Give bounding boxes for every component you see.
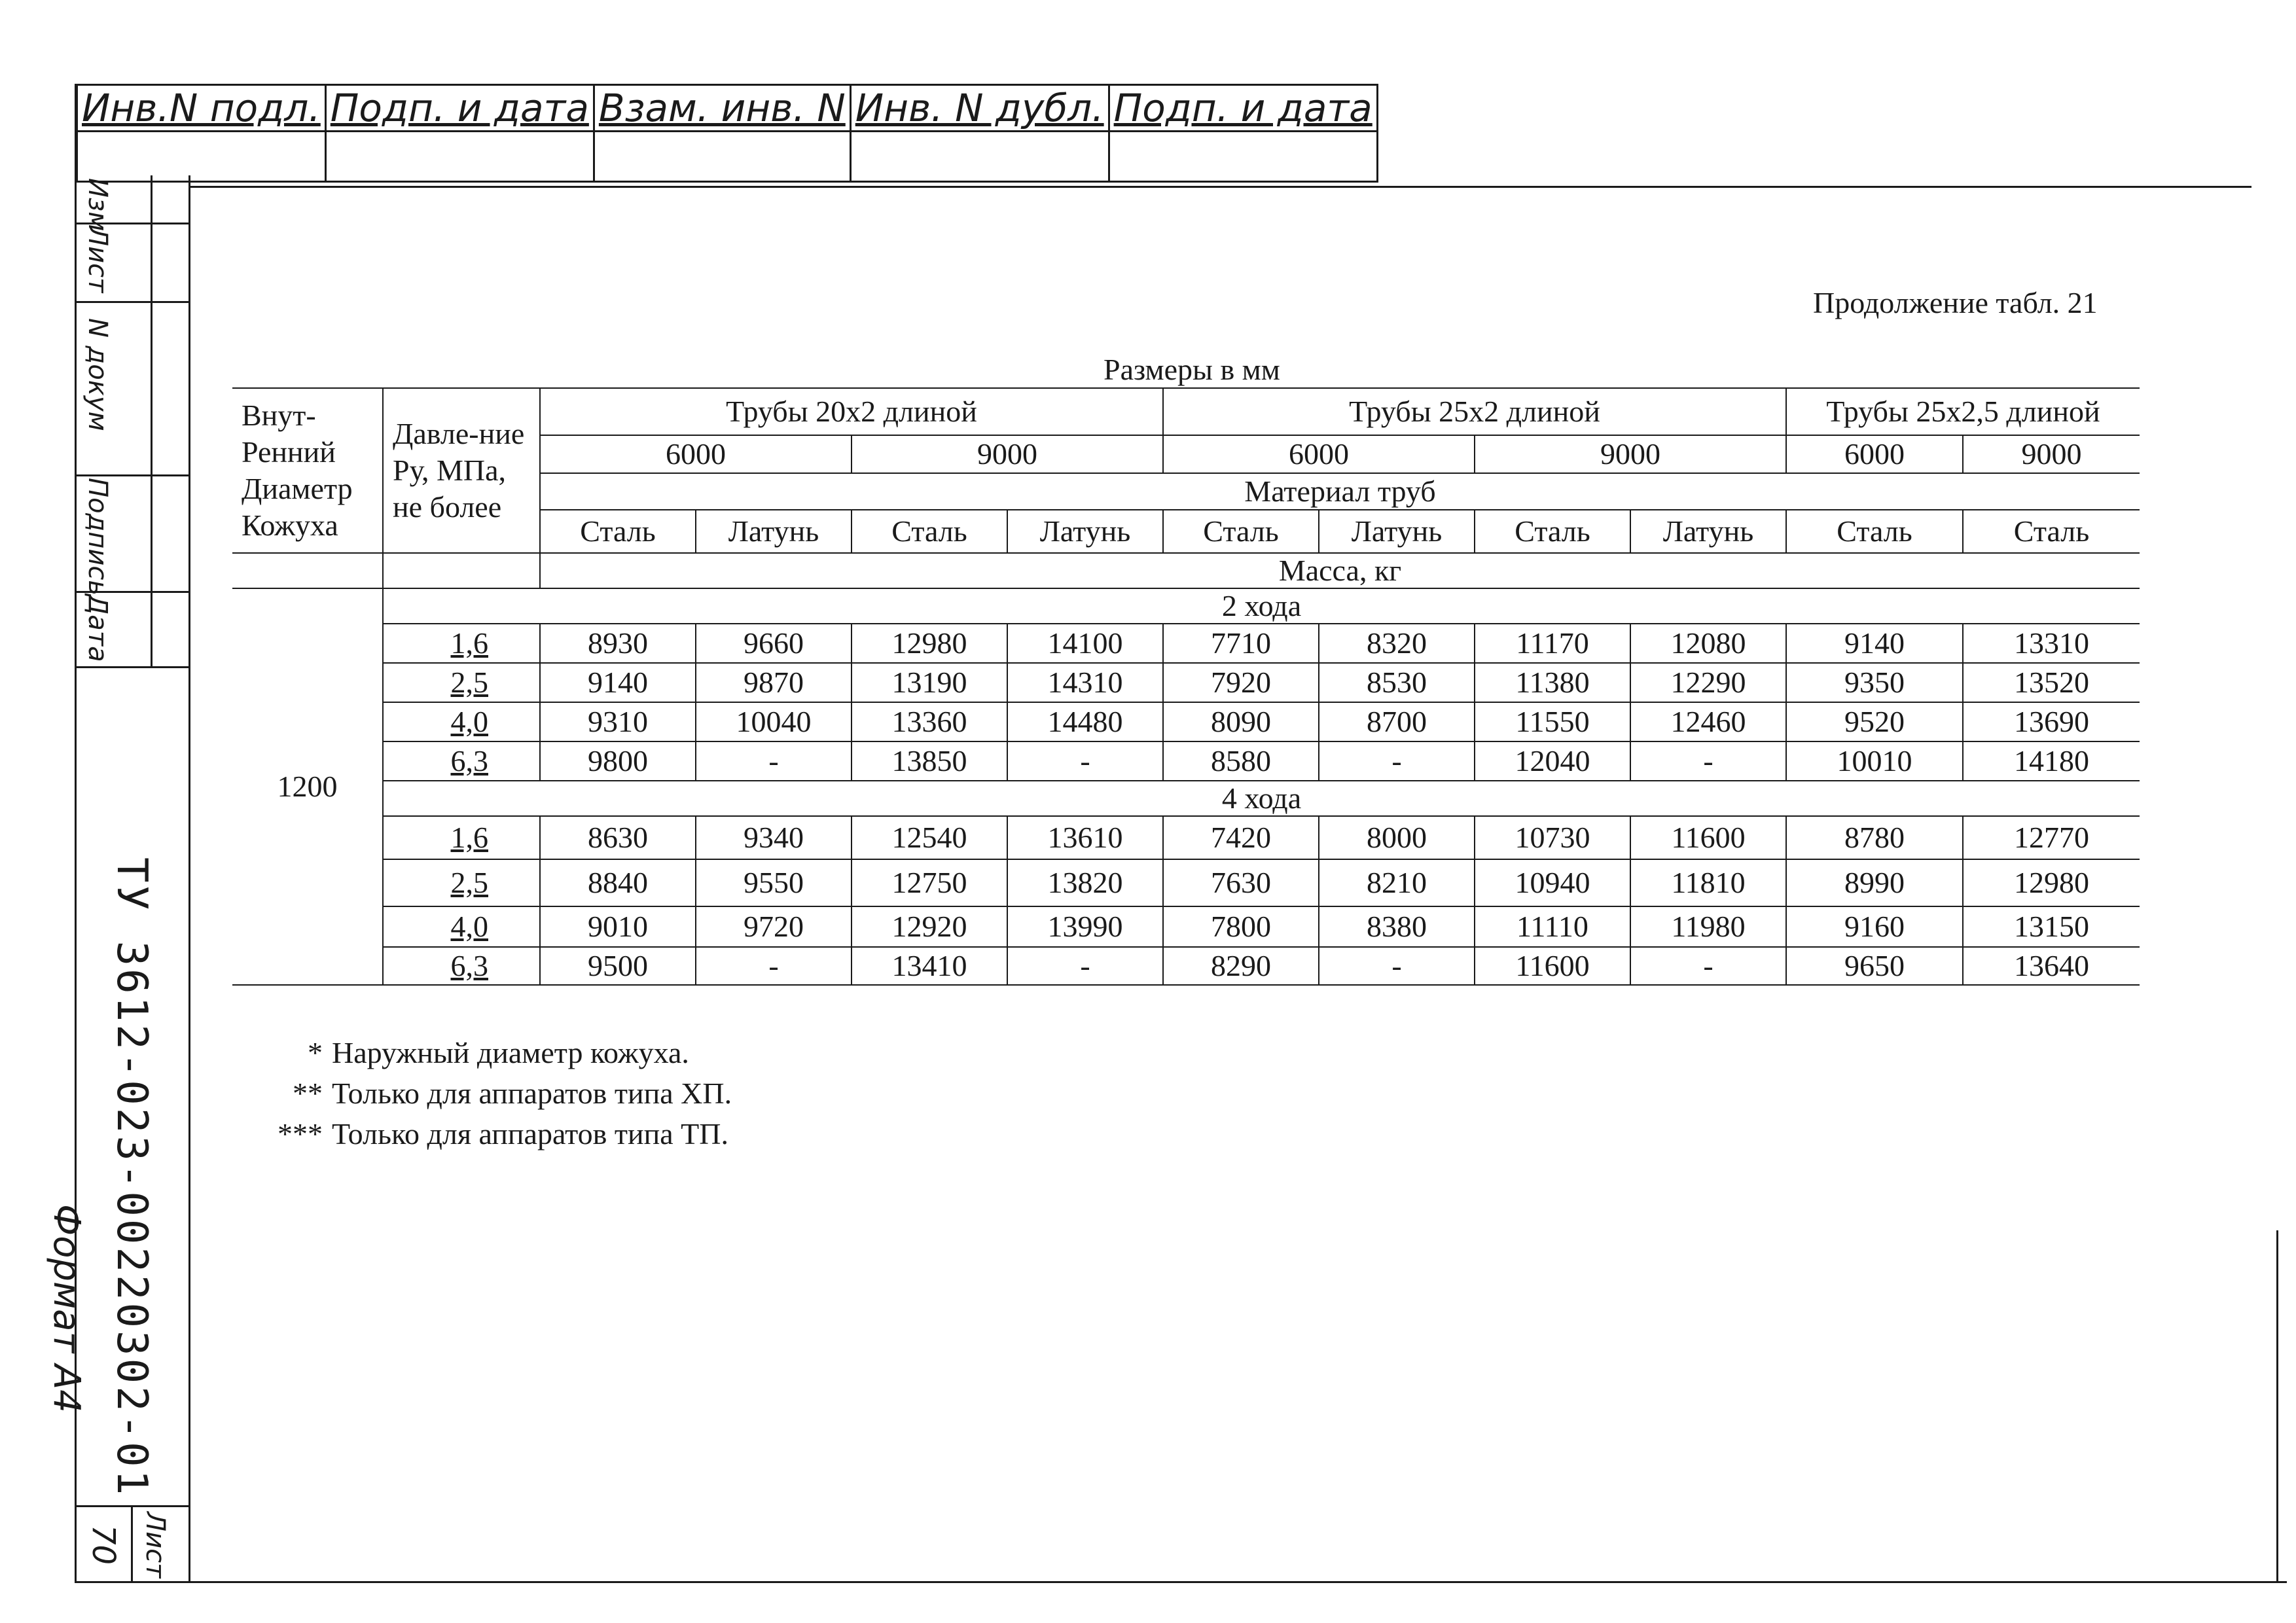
- mass-cell: 12460: [1630, 702, 1786, 741]
- pressure-value: 6,3: [383, 741, 540, 781]
- frame-bottom-line: [75, 1581, 2287, 1583]
- footnote: [259, 1073, 732, 1114]
- margin-label-podpis: Подпись: [82, 478, 113, 596]
- stamp-cell: [77, 132, 326, 182]
- stamp-header: Подп. и дата: [1109, 85, 1377, 132]
- length-header: 9000: [852, 435, 1163, 473]
- footnote-text: Наружный диаметр кожуха.: [332, 1036, 689, 1069]
- material-cell: Латунь: [1007, 510, 1163, 553]
- section-label: 4 хода: [383, 781, 2140, 816]
- mass-cell: 11110: [1475, 906, 1630, 947]
- continuation-title: Продолжение табл. 21: [1813, 286, 2098, 319]
- format-label: Формат А4: [45, 1204, 88, 1413]
- margin-label-list: Лист: [82, 226, 113, 293]
- footnotes: [259, 1033, 732, 1154]
- footnote-text: Только для аппаратов типа ТП.: [332, 1117, 728, 1150]
- mass-cell: 11600: [1630, 816, 1786, 859]
- mass-cell: 10040: [696, 702, 852, 741]
- mass-cell: 11600: [1475, 947, 1630, 985]
- mass-cell: 8380: [1319, 906, 1475, 947]
- mass-cell: 12080: [1630, 624, 1786, 663]
- mass-cell: 9310: [540, 702, 696, 741]
- material-cell: Сталь: [1475, 510, 1630, 553]
- mass-header-spacer: [232, 553, 383, 588]
- stamp-header: Подп. и дата: [325, 85, 594, 132]
- footnote: [259, 1114, 732, 1154]
- mass-cell: 14310: [1007, 663, 1163, 702]
- mass-cell: 11170: [1475, 624, 1630, 663]
- material-cell: Сталь: [852, 510, 1007, 553]
- mass-cell: 8840: [540, 859, 696, 906]
- length-header: 6000: [540, 435, 852, 473]
- mass-cell: 12750: [852, 859, 1007, 906]
- mass-cell: 11550: [1475, 702, 1630, 741]
- mass-cell: -: [1319, 741, 1475, 781]
- pressure-value: 4,0: [383, 906, 540, 947]
- dimensions-note: Размеры в мм: [1103, 353, 1280, 386]
- mass-cell: -: [1007, 741, 1163, 781]
- mass-cell: 13820: [1007, 859, 1163, 906]
- mass-cell: 13610: [1007, 816, 1163, 859]
- length-header: 6000: [1786, 435, 1963, 473]
- stamp-table: [76, 84, 1378, 183]
- mass-cell: 8580: [1163, 741, 1319, 781]
- margin-row-line: [75, 666, 190, 668]
- mass-cell: 13190: [852, 663, 1007, 702]
- diameter-value: 1200: [232, 588, 383, 985]
- mass-cell: 8780: [1786, 816, 1963, 859]
- mass-cell: 8320: [1319, 624, 1475, 663]
- mass-cell: -: [696, 741, 852, 781]
- stamp-cell: [594, 132, 850, 182]
- mass-cell: 13690: [1963, 702, 2140, 741]
- material-cell: Латунь: [1319, 510, 1475, 553]
- mass-header-spacer: [383, 553, 540, 588]
- mass-cell: 12290: [1630, 663, 1786, 702]
- stamp-header: Инв.N подл.: [77, 85, 326, 132]
- mass-cell: -: [1630, 947, 1786, 985]
- mass-cell: 13640: [1963, 947, 2140, 985]
- pressure-value: 2,5: [383, 663, 540, 702]
- mass-table: [232, 387, 2140, 986]
- mass-cell: -: [696, 947, 852, 985]
- length-header: 9000: [1963, 435, 2140, 473]
- stamp-cell: [325, 132, 594, 182]
- material-cell: Сталь: [1786, 510, 1963, 553]
- pressure-value: 2,5: [383, 859, 540, 906]
- stamp-header: Взам. инв. N: [594, 85, 850, 132]
- mass-cell: 14480: [1007, 702, 1163, 741]
- mass-cell: 9160: [1786, 906, 1963, 947]
- material-cell: Сталь: [540, 510, 696, 553]
- footnote-text: Только для аппаратов типа ХП.: [332, 1077, 732, 1110]
- mass-cell: 7710: [1163, 624, 1319, 663]
- mass-cell: 9800: [540, 741, 696, 781]
- mass-cell: 9520: [1786, 702, 1963, 741]
- mass-cell: 9660: [696, 624, 852, 663]
- pressure-value: 4,0: [383, 702, 540, 741]
- mass-cell: 13410: [852, 947, 1007, 985]
- mass-cell: 11810: [1630, 859, 1786, 906]
- frame-top-line: [190, 186, 2251, 188]
- mass-cell: 8210: [1319, 859, 1475, 906]
- mass-cell: 8700: [1319, 702, 1475, 741]
- mass-cell: 9140: [1786, 624, 1963, 663]
- mass-cell: 12540: [852, 816, 1007, 859]
- mass-cell: 12980: [852, 624, 1007, 663]
- mass-cell: 9870: [696, 663, 852, 702]
- mass-cell: 9720: [696, 906, 852, 947]
- margin-row-line: [75, 301, 190, 303]
- stamp-cell: [1109, 132, 1377, 182]
- mass-cell: 14180: [1963, 741, 2140, 781]
- document-code: ТУ 3612-023-00220302-01: [107, 857, 156, 1498]
- mass-cell: 13990: [1007, 906, 1163, 947]
- material-cell: Сталь: [1163, 510, 1319, 553]
- mass-cell: 9010: [540, 906, 696, 947]
- frame-right-line: [2276, 1230, 2278, 1582]
- material-cell: Латунь: [1630, 510, 1786, 553]
- mass-cell: 9650: [1786, 947, 1963, 985]
- margin-label-data: Дата: [82, 594, 113, 662]
- mass-cell: 8530: [1319, 663, 1475, 702]
- mass-cell: 14100: [1007, 624, 1163, 663]
- mass-cell: -: [1630, 741, 1786, 781]
- mass-cell: 13150: [1963, 906, 2140, 947]
- material-header: Материал труб: [540, 473, 2140, 510]
- header-pressure: Давле-ние Ру, МПа, не более: [383, 388, 540, 553]
- mass-cell: 7800: [1163, 906, 1319, 947]
- mass-cell: 9550: [696, 859, 852, 906]
- mass-cell: 8090: [1163, 702, 1319, 741]
- mass-cell: 10730: [1475, 816, 1630, 859]
- tube-group-header: Трубы 20х2 длиной: [540, 388, 1163, 435]
- material-cell: Латунь: [696, 510, 852, 553]
- length-header: 6000: [1163, 435, 1475, 473]
- mass-cell: 12980: [1963, 859, 2140, 906]
- pressure-value: 6,3: [383, 947, 540, 985]
- frame-inner-line: [188, 175, 190, 1582]
- mass-cell: 11380: [1475, 663, 1630, 702]
- margin-label-ndokum: N докум: [82, 318, 113, 431]
- footnote-mark: ***: [278, 1117, 323, 1150]
- mass-cell: 7420: [1163, 816, 1319, 859]
- mass-cell: 11980: [1630, 906, 1786, 947]
- mass-cell: 9350: [1786, 663, 1963, 702]
- mass-cell: 13520: [1963, 663, 2140, 702]
- pressure-value: 1,6: [383, 624, 540, 663]
- footnote: [259, 1033, 732, 1073]
- mass-cell: 8930: [540, 624, 696, 663]
- mass-cell: 13850: [852, 741, 1007, 781]
- mass-cell: 12920: [852, 906, 1007, 947]
- stamp-cell: [850, 132, 1109, 182]
- header-diameter: Внут-Ренний Диаметр Кожуха: [232, 388, 383, 553]
- mass-cell: 10940: [1475, 859, 1630, 906]
- tube-group-header: Трубы 25х2,5 длиной: [1786, 388, 2140, 435]
- margin-col-line-bottom: [131, 1505, 133, 1582]
- sheet-label: Лист: [140, 1512, 170, 1578]
- mass-cell: 9340: [696, 816, 852, 859]
- mass-cell: 7630: [1163, 859, 1319, 906]
- margin-row-line: [75, 474, 190, 476]
- sheet-number: 70: [85, 1525, 122, 1565]
- pressure-value: 1,6: [383, 816, 540, 859]
- mass-cell: 9500: [540, 947, 696, 985]
- mass-cell: 12770: [1963, 816, 2140, 859]
- mass-header: Масса, кг: [540, 553, 2140, 588]
- stamp-header: Инв. N дубл.: [850, 85, 1109, 132]
- mass-cell: 13310: [1963, 624, 2140, 663]
- mass-cell: 9140: [540, 663, 696, 702]
- mass-cell: 7920: [1163, 663, 1319, 702]
- mass-cell: 8290: [1163, 947, 1319, 985]
- length-header: 9000: [1475, 435, 1786, 473]
- material-cell: Сталь: [1963, 510, 2140, 553]
- footnote-mark: *: [308, 1036, 323, 1069]
- mass-cell: 13360: [852, 702, 1007, 741]
- mass-cell: 8630: [540, 816, 696, 859]
- mass-cell: 8000: [1319, 816, 1475, 859]
- section-label: 2 хода: [383, 588, 2140, 624]
- tube-group-header: Трубы 25х2 длиной: [1163, 388, 1786, 435]
- footnote-mark: **: [293, 1077, 323, 1110]
- mass-cell: -: [1319, 947, 1475, 985]
- mass-cell: 12040: [1475, 741, 1630, 781]
- margin-row-line: [75, 1505, 190, 1507]
- mass-cell: -: [1007, 947, 1163, 985]
- mass-cell: 8990: [1786, 859, 1963, 906]
- mass-cell: 10010: [1786, 741, 1963, 781]
- margin-label-izm: Изм: [82, 178, 113, 232]
